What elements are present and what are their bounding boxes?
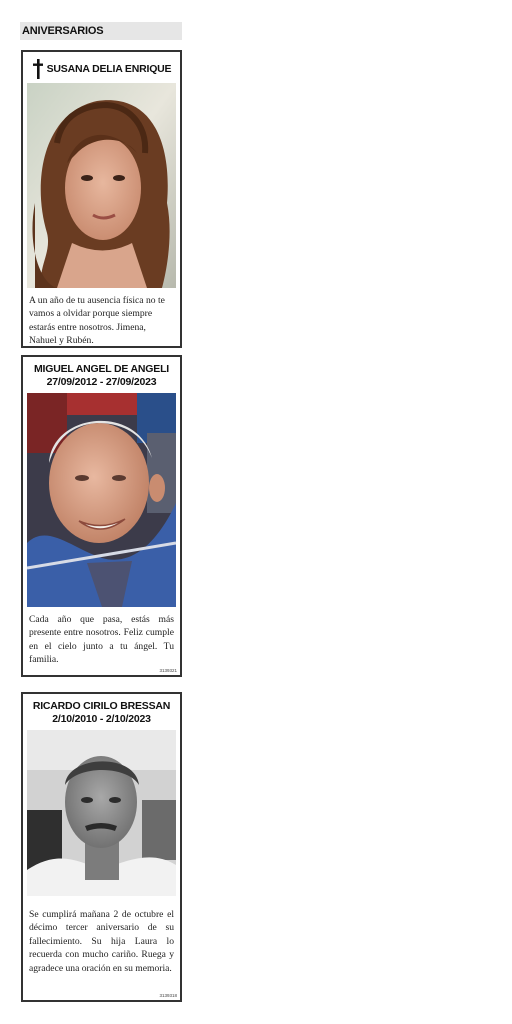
portrait-photo bbox=[27, 83, 176, 288]
notice-name: SUSANA DELIA ENRIQUE bbox=[46, 62, 172, 75]
notice-message: Se cumplirá mañana 2 de octubre el décimo tercer aniversario de su fallecimiento. Su hija Laura lo recuerda con mucho cariño. Ruega y agradece una oración en su memoria. bbox=[29, 909, 174, 974]
notice-message: A un año de tu ausencia física no te vamos a olvidar porque siempre estarás entre nosotros. Jimena, Nahuel y Rubén. bbox=[29, 295, 165, 347]
portrait-photo bbox=[27, 730, 176, 896]
notice-name: MIGUEL ANGEL DE ANGELI bbox=[33, 363, 170, 375]
notice-dates: 2/10/2010 - 2/10/2023 bbox=[52, 713, 151, 725]
notice-dates: 27/09/2012 - 27/09/2023 bbox=[46, 376, 157, 388]
section-header: ANIVERSARIOS bbox=[20, 22, 182, 40]
obituary-notice-de-angeli bbox=[21, 355, 182, 677]
obituary-notice-bressan bbox=[21, 692, 182, 1002]
portrait-photo bbox=[27, 393, 176, 607]
notice-title-row bbox=[23, 59, 180, 79]
obituary-notice-enrique bbox=[21, 50, 182, 348]
notice-message: Cada año que pasa, estás más presente entre nosotros. Feliz cumple en el cielo junto a tu ángel. Tu familia. bbox=[29, 614, 174, 666]
ad-reference-number: 3139321 bbox=[159, 668, 177, 673]
ad-reference-number: 3139318 bbox=[159, 993, 177, 998]
cross-icon bbox=[32, 59, 44, 79]
notice-name: RICARDO CIRILO BRESSAN bbox=[32, 700, 171, 712]
